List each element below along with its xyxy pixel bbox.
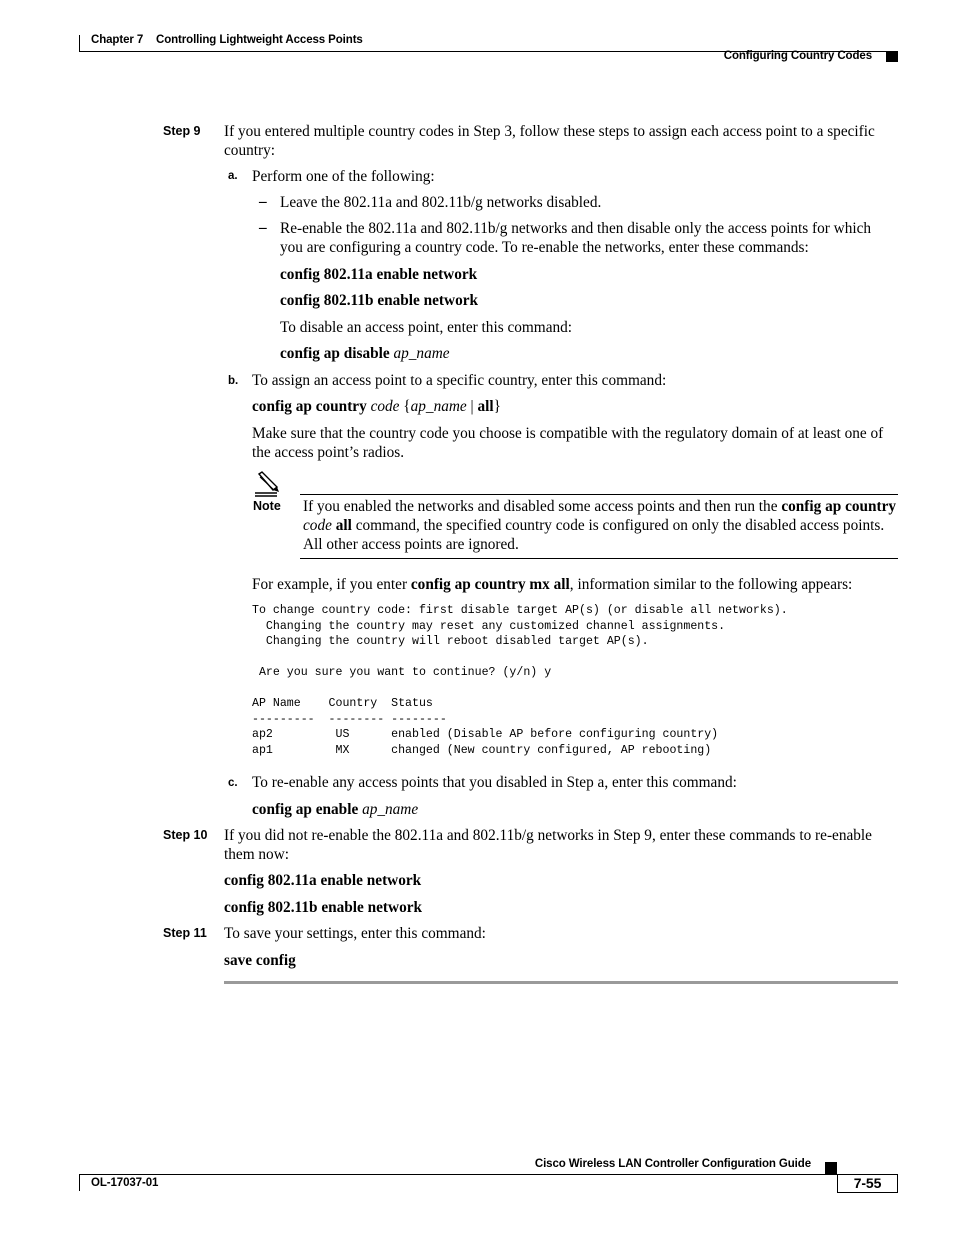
- command-ap-disable-arg: ap_name: [393, 345, 450, 362]
- step-9-text: If you entered multiple country codes in Step 3, follow these steps to assign each access point to a specific country:: [224, 123, 875, 159]
- command-brace-open: {: [403, 398, 411, 415]
- substep-b-text: To assign an access point to a specific country, enter this command:: [252, 372, 667, 389]
- pencil-icon: [253, 471, 281, 497]
- step-11-label: Step 11: [163, 926, 207, 940]
- step-11-text: To save your settings, enter this command:: [224, 925, 486, 942]
- command-brace-close: }: [493, 398, 501, 415]
- footer-black-block: [825, 1162, 837, 1174]
- command-80211b-enable: config 802.11b enable network: [280, 292, 479, 309]
- step-10-command-80211a: config 802.11a enable network: [224, 872, 422, 889]
- command-ap-country: [252, 397, 501, 416]
- chapter-title: Controlling Lightweight Access Points: [156, 34, 363, 46]
- step-10-command-80211b: config 802.11b enable network: [224, 899, 423, 916]
- command-ap-country-keyword: config ap country: [252, 398, 367, 415]
- command-ap-enable: [252, 800, 418, 819]
- note-bottom-rule: [300, 558, 898, 559]
- substep-c-label: c.: [228, 777, 238, 789]
- step-10-label: Step 10: [163, 828, 208, 842]
- bullet-dash-1: –: [259, 193, 267, 210]
- footer-rule: [79, 1174, 898, 1175]
- note-text-part2: command, the specified country code is configured on only the disabled access points. All other access points are ignored.: [303, 517, 885, 553]
- command-ap-country-apname: ap_name: [410, 398, 467, 415]
- compatibility-text: Make sure that the country code you choose is compatible with the regulatory domain of at least one of the access point’s radios.: [252, 425, 884, 461]
- example-command: config ap country mx all: [410, 576, 570, 593]
- substep-a-text: Perform one of the following:: [252, 168, 435, 185]
- command-ap-country-all: all: [477, 398, 494, 415]
- example-text: [252, 575, 852, 594]
- document-id: OL-17037-01: [91, 1177, 159, 1189]
- command-ap-disable: [280, 344, 450, 363]
- note-label: Note: [253, 499, 281, 513]
- page-number: 7-55: [853, 1175, 882, 1191]
- note-text-part1: If you enabled the networks and disabled some access points and then run the: [303, 498, 778, 515]
- header-black-block: [886, 51, 898, 62]
- header-left-rule: [79, 35, 80, 52]
- note-command-all: all: [335, 517, 352, 534]
- step-10-text: If you did not re-enable the 802.11a and 802.11b/g networks in Step 9, enter these commands to re-enable them now:: [224, 827, 872, 863]
- example-text-part2: , information similar to the following appears:: [569, 576, 853, 593]
- command-ap-disable-keyword: config ap disable: [280, 345, 390, 362]
- step-9-label: Step 9: [163, 124, 201, 138]
- substep-c-text: To re-enable any access points that you disabled in Step a, enter this command:: [252, 774, 737, 791]
- bullet-2-text: Re-enable the 802.11a and 802.11b/g networks and then disable only the access points for which you are configuring a country code. To re-enable the networks, enter these commands:: [280, 220, 872, 256]
- section-title: Configuring Country Codes: [723, 50, 872, 62]
- bullet-1-text: Leave the 802.11a and 802.11b/g networks disabled.: [280, 194, 602, 211]
- note-command: config ap country: [781, 498, 897, 515]
- command-pipe: |: [470, 398, 474, 415]
- command-80211a-enable: config 802.11a enable network: [280, 266, 478, 283]
- example-text-part1: For example, if you enter: [252, 576, 408, 593]
- section-end-rule: [224, 981, 898, 984]
- note-command-code: code: [303, 517, 332, 534]
- command-ap-country-code: code: [370, 398, 400, 415]
- command-ap-enable-keyword: config ap enable: [252, 801, 359, 818]
- note-text: [303, 497, 899, 554]
- command-ap-enable-arg: ap_name: [362, 801, 419, 818]
- disable-ap-text: To disable an access point, enter this command:: [280, 319, 573, 336]
- bullet-dash-2: –: [259, 219, 267, 236]
- cli-output: To change country code: first disable target AP(s) (or disable all networks). Changing the country may reset any customized channel assignments. Changing the country will reboot disabled target AP(s). Are you sure you want to continue? (y/n) y AP Name Country Status --------- -------- -------- ap2 US enabled (Disable AP before configuring country) ap1 MX changed (New country configured, AP rebooting): [252, 604, 788, 757]
- note-top-rule: [300, 494, 898, 495]
- substep-b-label: b.: [228, 375, 239, 387]
- guide-title: Cisco Wireless LAN Controller Configuration Guide: [534, 1158, 811, 1170]
- command-save-config: save config: [224, 952, 296, 969]
- footer-left-rule: [79, 1174, 80, 1191]
- page-number-box: [837, 1174, 898, 1193]
- substep-a-label: a.: [228, 170, 238, 182]
- chapter-label: Chapter 7: [91, 34, 144, 46]
